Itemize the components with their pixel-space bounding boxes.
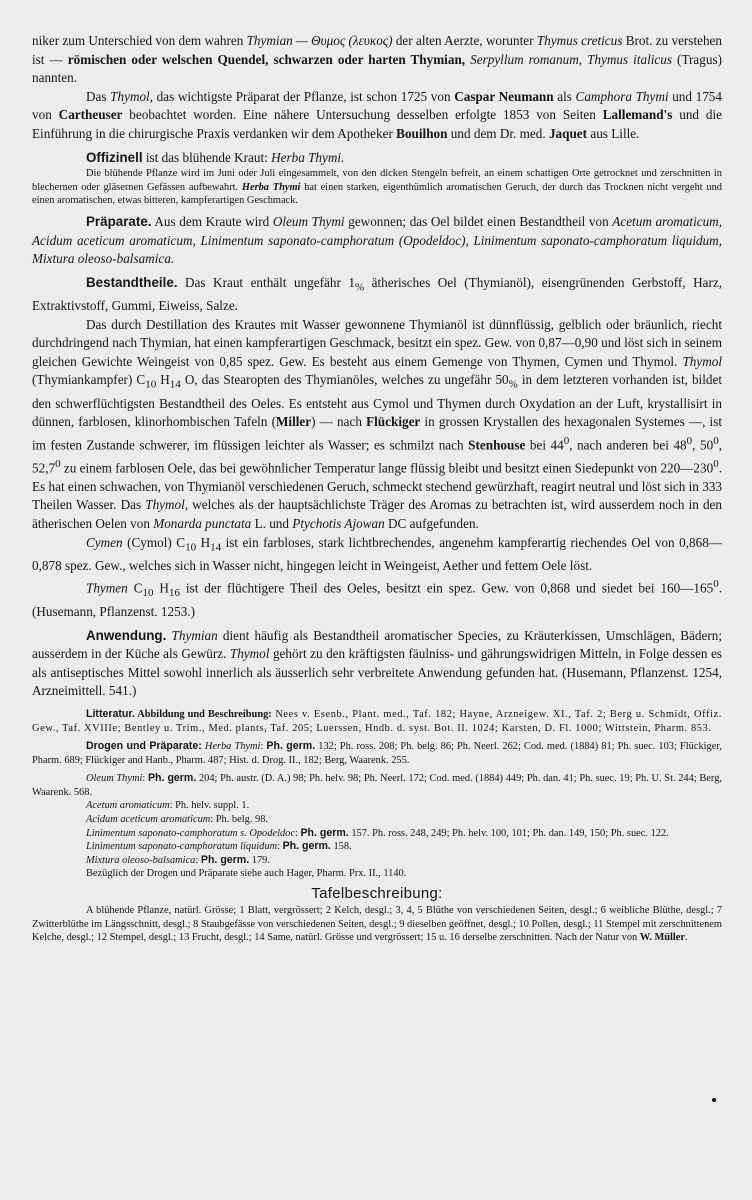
paragraph-liniment-opodeldoc xyxy=(32,827,722,841)
text-run: Aus dem Kraute wird xyxy=(151,213,273,229)
text-run: Monarda punctata xyxy=(153,515,252,531)
text-run: , 50 xyxy=(692,437,714,453)
text-run: : xyxy=(195,854,201,866)
text-run: Jaquet xyxy=(548,125,588,141)
text-run: H xyxy=(156,372,170,388)
text-run: Bezüglich der Drogen und Präparate siehe auch Hager, Pharm. Prx. II., 1140. xyxy=(86,868,407,880)
text-run: Die blühende Pflanze wird im Juni oder Juli eingesammelt, von den dicken Stengeln befreit, an einem schattigen Orte getrocknet und zerschnitten in blechernen oder gläsernen Gefässen aufbewahrt. xyxy=(32,168,722,193)
text-run: , nach anderen bei 48 xyxy=(569,437,687,453)
paragraph-anwendung xyxy=(32,627,722,701)
subscript: 10 xyxy=(145,378,157,391)
degree-sign: 0 xyxy=(713,578,719,591)
text-run: : Ph. helv. suppl. 1. xyxy=(169,800,250,812)
text-run: DC aufgefunden. xyxy=(384,515,479,531)
percent-sign: % xyxy=(354,281,365,294)
text-run: (Tragus) nannten. xyxy=(32,51,722,86)
text-run: gewonnen; das Oel bildet einen Bestandtheil von xyxy=(344,213,613,229)
text-run: 179. xyxy=(249,854,270,866)
text-run: H xyxy=(153,580,169,596)
paragraph-litteratur xyxy=(32,708,722,735)
text-run: (Thymiankampfer) C xyxy=(32,372,146,388)
text-run: hat einen starken, eigenthümlich aromatischen Geruch, der durch das Trocknen nicht vergeht und einen aromatischen, etwas bitteren, kampferartigen Geschmack. xyxy=(32,181,722,207)
text-run: Oleum Thymi xyxy=(86,773,143,785)
text-run: , das wichtigste Präparat der Pflanze, ist schon 1725 von xyxy=(149,88,455,104)
text-run: zu einem farblosen Oele, das bei gewöhnlicher Temperatur lange flüssig bleibt und besitzt einen Siedepunkt von 220—230 xyxy=(60,460,714,476)
text-run: 132; Ph. ross. 208; Ph. belg. 86; Ph. Neerl. 262; Cod. med. (1884) 81; Ph. suec. 103; Flückiger, Pharm. 689; Flückiger and Hanb., Pharm. 487; Hist. d. Drog. II., 182; Berg, Waarenk. 255. xyxy=(32,741,722,766)
subscript: 10 xyxy=(185,541,197,554)
paragraph-acetum xyxy=(32,799,722,813)
subscript: 10 xyxy=(142,587,154,600)
text-run: Ph. germ. xyxy=(266,740,316,753)
text-run: und 1754 von xyxy=(32,88,722,123)
paragraph-mixtura xyxy=(32,854,722,868)
degree-sign: 0 xyxy=(713,434,719,447)
text-run: Miller xyxy=(275,414,312,430)
text-run: Herba Thymi xyxy=(204,741,261,753)
text-run: Thymol xyxy=(229,646,270,662)
text-run: der alten Aerzte, worunter xyxy=(392,33,537,48)
text-run: ist der flüchtigere Theil des Oeles, besitzt ein spez. Gew. von 0,868 und siedet bei 160—165 xyxy=(179,580,714,596)
text-run: . Es hat einen schwachen, von Thymianöl verschiedenen Geruch, schmeckt stechend gewürzhaft, reagirt neutral und löst sich in 333 Theilen Wasser. Das xyxy=(32,460,722,513)
text-run: Ph. germ. xyxy=(147,772,197,785)
text-run: ist ein farbloses, stark lichtbrechendes, angenehm kampferartig riechendes Oel von 0,868—0,878 spez. Gew., welches sich in Wasser nicht, hingegen leicht in Weingeist, Aether und fettem Oele löst. xyxy=(32,534,722,573)
degree-sign: 0 xyxy=(686,434,693,447)
paragraph-hager xyxy=(32,867,722,881)
text-run: . xyxy=(685,932,688,944)
paragraph-plate-description xyxy=(32,904,722,945)
paragraph-offizinell xyxy=(32,149,722,168)
text-run: als xyxy=(553,88,576,104)
text-run: Brot. zu verstehen ist — xyxy=(32,33,722,67)
degree-sign: 0 xyxy=(563,434,570,447)
text-run: : xyxy=(294,827,301,839)
paragraph-praeparate xyxy=(32,213,722,269)
text-run: Thymen xyxy=(86,580,128,596)
paragraph-thymen xyxy=(32,575,722,621)
text-run: Bouilhon xyxy=(396,125,448,141)
text-run: Das durch Destillation des Krautes mit Wasser gewonnene Thymianöl ist dünnflüssig, gelblich oder bräunlich, riecht durchdringend nach Thymian, hat einen kampferartigen Geschmack, besitzt ein spez. Gew. von 0,87—0,90 und löst sich in seinem gleichen Gewichte Weingeist von 0,85 spez. Gew. Es besteht aus einem Gemenge von Thymen, Cymen und Thymol. xyxy=(32,316,722,369)
subscript: 16 xyxy=(168,587,180,600)
text-run: Nees v. Esenb., Plant. med., Taf. 182; Hayne, Arzneigew. XI., Taf. 2; Berg u. Schmidt, Offiz. Gew., Taf. XVIIIe; Bentley u. Trim., Med. plants, Taf. 205; Luerssen, Hndb. d. syst. Bot. II. 1024; Karsten, D. Fl. 1000; Wittstein, Pharm. 853. xyxy=(32,708,722,734)
text-run: (Cymol) C xyxy=(122,534,186,550)
subscript: 14 xyxy=(210,541,222,554)
text-run: Serpyllum romanum, Thymus italicus xyxy=(470,51,672,67)
paragraph-acidum xyxy=(32,813,722,827)
paragraph-offizinell-detail xyxy=(32,167,722,208)
text-run: ist das blühende Kraut: xyxy=(142,149,272,165)
text-run: in dem letzteren vorhanden ist, bildet den schwerflüchtigsten Bestandtheil des Oeles. Es entsteht aus Cymol und Thymen durch Oxydation an der Luft, krystallisirt in dünnen, farblosen, klinorhombischen Tafeln ( xyxy=(32,372,722,430)
text-run: Das xyxy=(86,88,111,104)
plate-description-title: Tafelbeschreibung: xyxy=(311,885,443,903)
text-run: Acetum aromaticum xyxy=(86,800,170,812)
text-run: Ph. germ. xyxy=(282,840,331,853)
percent-sign: % xyxy=(508,378,518,391)
text-run: beobachtet worden. Eine nähere Untersuchung desselben erfolgte 1853 von Seiten xyxy=(122,107,603,123)
subscript: 14 xyxy=(169,378,181,391)
text-run: Flückiger xyxy=(366,414,421,430)
text-run: Cartheuser xyxy=(58,107,123,123)
text-run: Ph. germ. xyxy=(200,853,250,866)
text-run: Thymian — Θυμος (λευκος) xyxy=(246,33,393,48)
text-run: : Ph. belg. 98. xyxy=(210,814,269,826)
text-run: Thymus creticus xyxy=(536,33,623,48)
text-run: Ptychotis Ajowan xyxy=(292,515,385,531)
text-run: W. Müller xyxy=(639,932,686,944)
text-run: Mixtura oleoso-balsamica xyxy=(86,854,196,866)
text-run: Lallemand's xyxy=(602,107,673,123)
text-run: 157. Ph. ross. 248, 249; Ph. helv. 100, 101; Ph. dan. 149, 150; Ph. suec. 122. xyxy=(348,827,669,839)
text-run: Acidum aceticum aromaticum xyxy=(86,814,211,826)
text-run: : xyxy=(260,741,267,753)
text-run: in grossen Krystallen des hexagonalen Systemes —, ist im festen Zustande schwerer, im flüssigen leichter als Wasser; es schmilzt nach xyxy=(32,414,722,453)
section-heading: Litteratur. xyxy=(86,707,135,720)
section-heading: Offizinell xyxy=(86,149,143,165)
text-run: Oleum Thymi xyxy=(272,213,345,229)
section-heading: Drogen und Präparate: xyxy=(86,740,202,753)
paragraph-history xyxy=(32,88,722,144)
section-heading: Bestandtheile. xyxy=(86,274,178,290)
text-run: Linimentum saponato-camphoratum s. Opodeldoc xyxy=(86,827,295,839)
section-heading: Anwendung. xyxy=(86,627,167,643)
text-run: Cymen xyxy=(86,534,123,550)
degree-sign: 0 xyxy=(713,457,719,470)
paragraph-liniment-liquidum xyxy=(32,840,722,854)
text-run: Thymol xyxy=(682,353,722,369)
section-heading: Präparate. xyxy=(86,213,152,229)
text-run: : xyxy=(142,773,148,785)
text-run: und dem Dr. med. xyxy=(447,125,549,141)
text-run: ) — nach xyxy=(311,414,367,430)
text-run: Herba Thymi xyxy=(241,181,301,193)
text-run: 158. xyxy=(330,841,352,853)
text-run: , 52,7 xyxy=(32,437,722,476)
paragraph-oleum xyxy=(32,772,722,799)
text-run: L. und xyxy=(251,515,293,531)
text-run: : xyxy=(277,841,283,853)
paragraph-drogen xyxy=(32,740,722,767)
text-run: 204; Ph. austr. (D. A.) 98; Ph. helv. 98; Ph. Neerl. 172; Cod. med. (1884) 449; Ph. dan. 41; Ph. suec. 19; Ph. U. St. 244; Berg, Waarenk. 568. xyxy=(32,773,722,798)
paragraph-cymen xyxy=(32,534,722,576)
text-run: Acetum aromaticum, Acidum aceticum aromaticum, Linimentum saponato-camphoratum (Opodeldoc), Linimentum saponato-camphoratum liquidum, Mixtura oleoso-balsamica. xyxy=(32,213,722,267)
text-run: Stenhouse xyxy=(468,437,526,453)
text-run: römischen oder welschen Quendel, schwarzen oder harten Thymian, xyxy=(67,51,466,67)
text-run: bei 44 xyxy=(525,437,564,453)
paragraph-bestandtheile xyxy=(32,274,722,316)
text-run: . (Husemann, Pflanzenst. 1253.) xyxy=(32,580,723,619)
text-run: Ph. germ. xyxy=(300,826,349,839)
text-run: H xyxy=(196,534,211,550)
text-run: , welches als der hauptsächlichste Träger des Aromas zu betrachten ist, wird ausserdem noch in den ätherischen Oelen von xyxy=(32,497,722,531)
text-run: dient häufig als Bestandtheil aromatischer Species, zu Kräuterkissen, Umschlägen, Bädern; ausserdem in der Küche als Gewürz. xyxy=(32,627,722,662)
paragraph-intro xyxy=(32,32,722,88)
degree-sign: 0 xyxy=(55,457,61,470)
text-run: niker zum Unterschied von dem wahren xyxy=(32,33,247,48)
text-run: A blühende Pflanze, natürl. Grösse; 1 Blatt, vergrössert; 2 Kelch, desgl.; 3, 4, 5 Blüthe von verschiedenen Seiten, desgl.; 6 weibliche Blüthe, desgl.; 7 Zwitterblüthe im Längsschnitt, desgl.; 8 Staubgefässe von verschiedenen Seiten, desgl.; 9 dieselben geöffnet, desgl.; 10 Pollen, desgl.; 11 Stempel mit zerschnittenem Kelche, desgl.; 12 Stempel, desgl.; 13 Frucht, desgl.; 14 Same, natürl. Grösse und vergrössert; 15 u. 16 derselbe zerschnitten. Nach der Natur von xyxy=(32,905,722,944)
text-run: und die Einführung in die chirurgische Praxis verdanken wir dem Apotheker xyxy=(32,107,723,141)
text-run: Caspar Neumann xyxy=(454,88,554,104)
text-run: C xyxy=(127,580,143,596)
text-run: O, das Stearopten des Thymianöles, welches zu ungefähr 50 xyxy=(180,372,509,388)
text-run: Linimentum saponato-camphoratum liquidum xyxy=(86,841,278,853)
page-mark xyxy=(712,1098,716,1102)
text-run: gehört zu den kräftigsten fäulniss- und gährungswidrigen Mitteln, in Folge dessen es als antiseptisches Mittel sowohl innerlich als äusserlich sehr verbreitete Anwendung gefunden hat. (Husemann, Pflanzenst. 1254, Arzneimittell. 541.) xyxy=(32,646,723,699)
text-run: Thymian xyxy=(171,627,218,643)
text-run: Thymol xyxy=(145,497,185,513)
text-run: ätherisches Oel (Thymianöl), eisengrünenden Gerbstoff, Harz, Extraktivstoff, Gummi, Eiweiss, Salze. xyxy=(32,274,723,313)
text-run: Herba Thymi. xyxy=(271,149,345,165)
text-run: Das Kraut enthält ungefähr 1 xyxy=(177,274,355,290)
paragraph-destillation xyxy=(32,316,722,534)
text-run: Camphora Thymi xyxy=(575,88,669,104)
text-run: aus Lille. xyxy=(587,125,640,141)
text-run: Abbildung und Beschreibung: xyxy=(134,708,272,720)
text-run: Thymol xyxy=(110,88,150,104)
